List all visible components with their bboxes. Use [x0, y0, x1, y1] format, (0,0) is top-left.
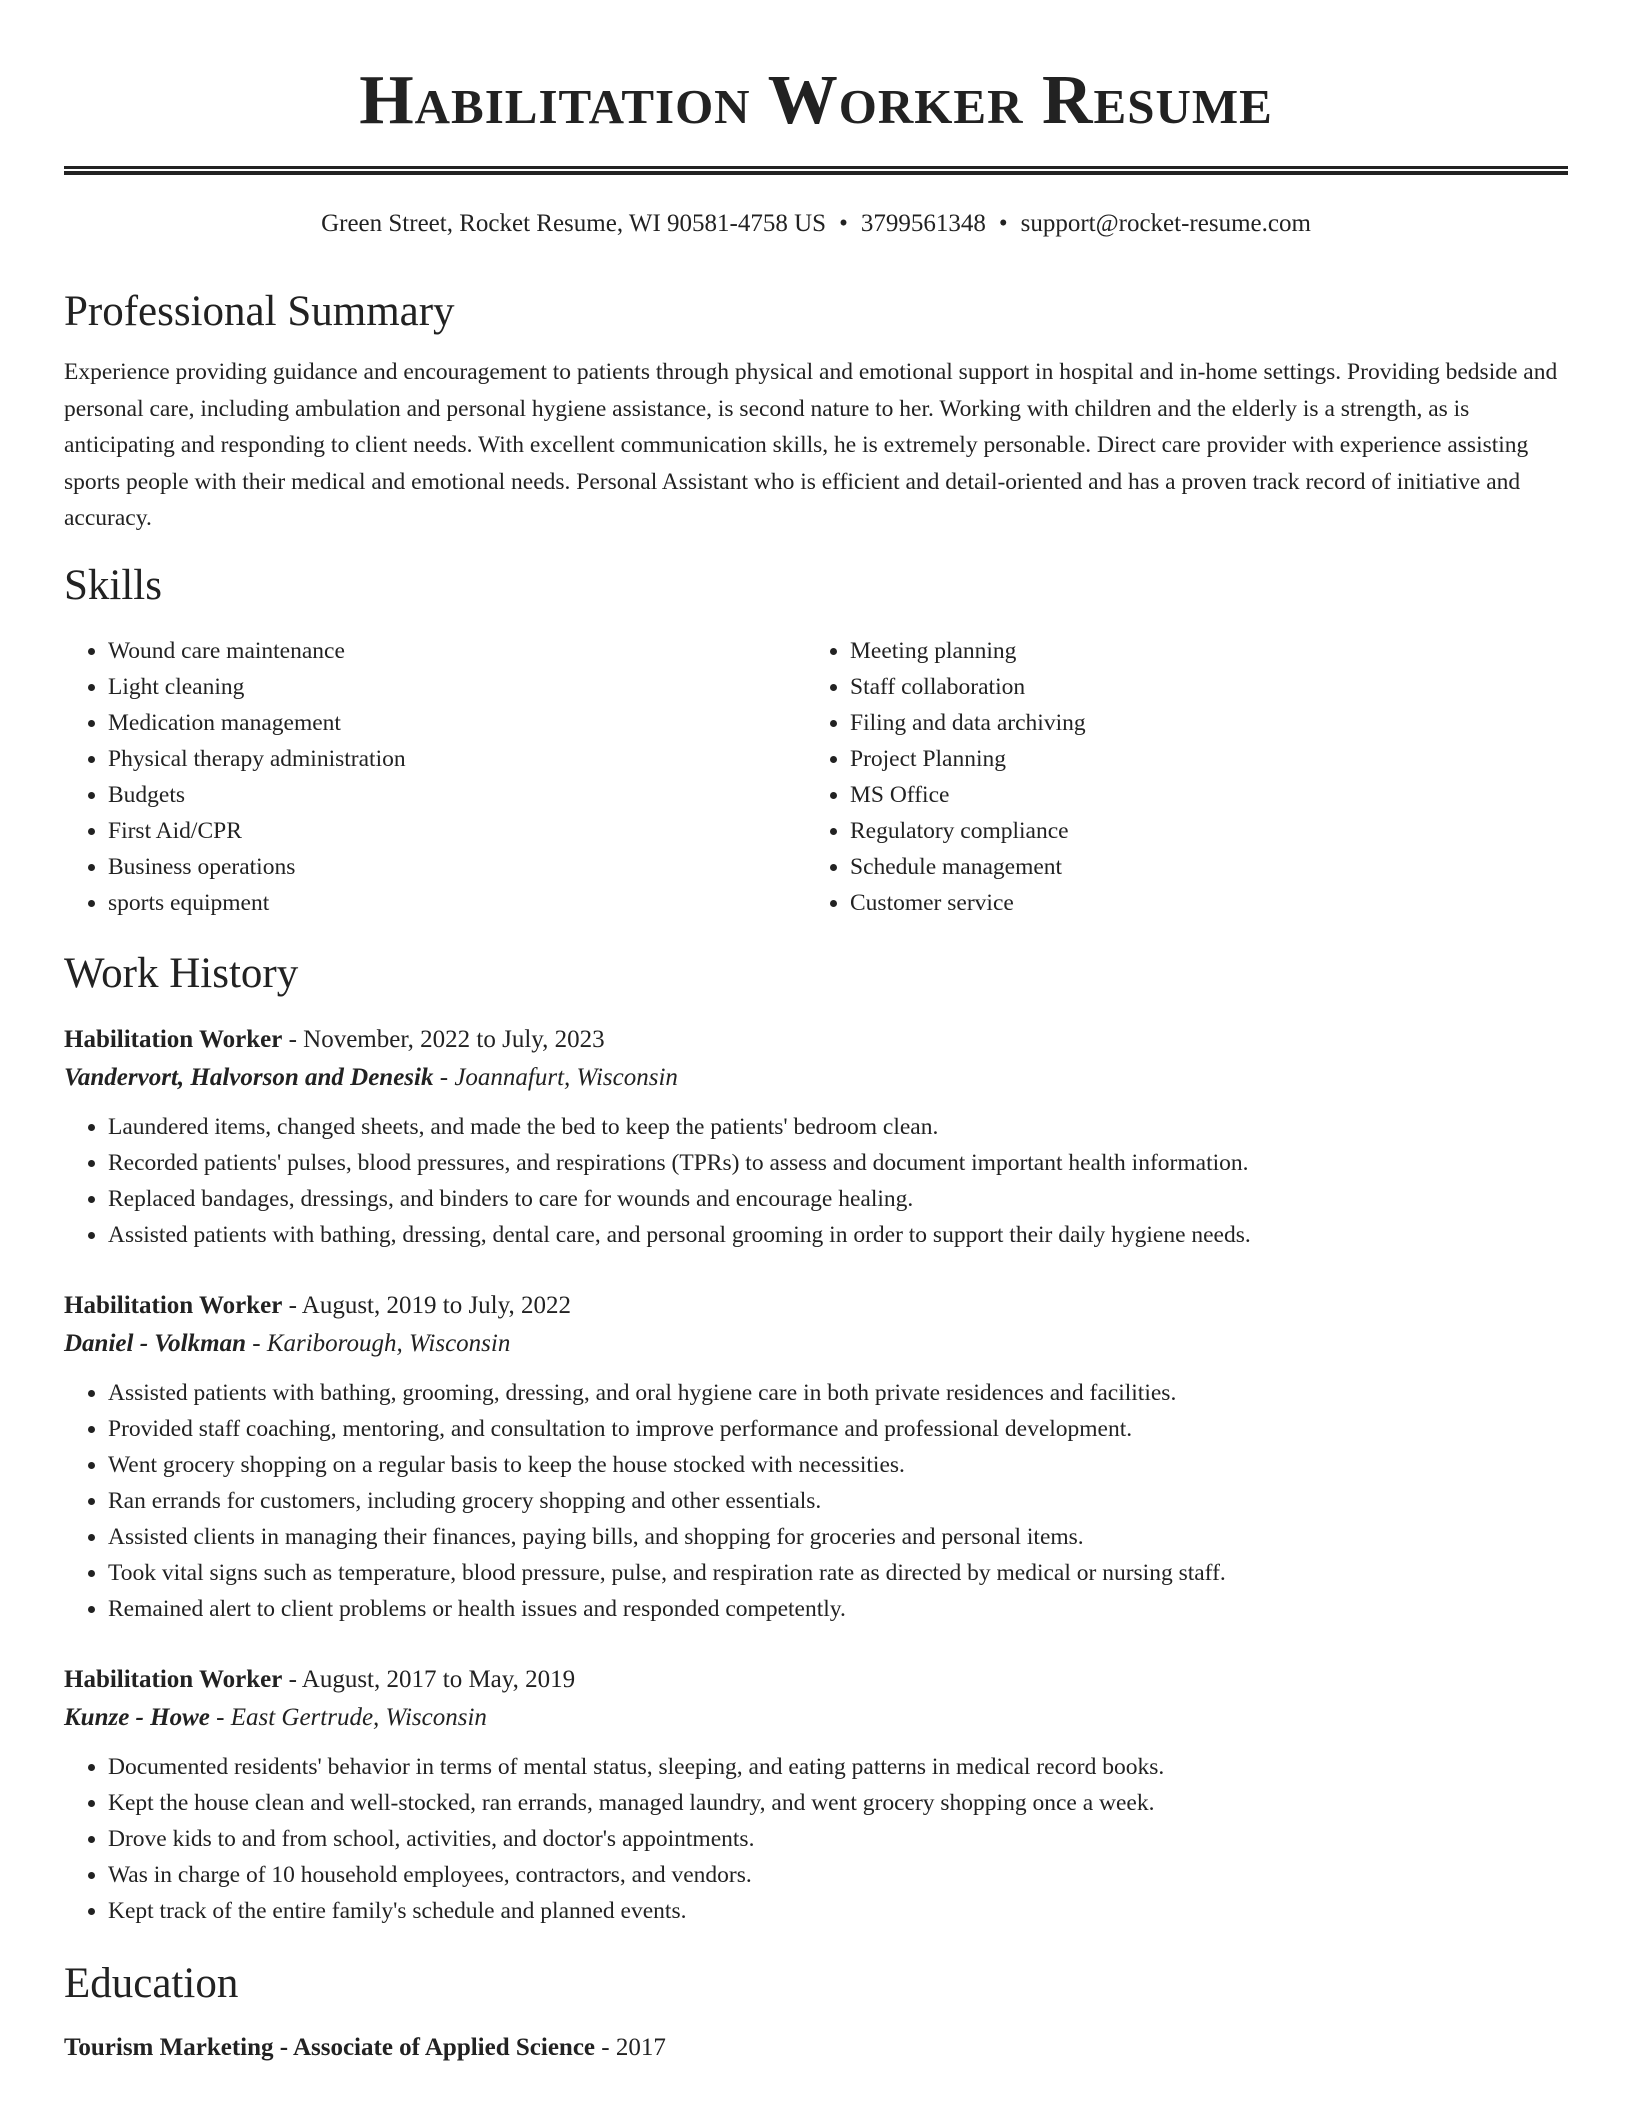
skill-item: • Staff collaboration	[850, 669, 1548, 705]
job-duty: • Went grocery shopping on a regular basis to keep the house stocked with necessities.	[108, 1447, 1568, 1483]
skill-item: • MS Office	[850, 777, 1548, 813]
skill-item: • sports equipment	[108, 885, 806, 921]
skills-list-left	[64, 633, 806, 921]
job-duty: • Drove kids to and from school, activities, and doctor's appointments.	[108, 1821, 1568, 1857]
skill-item: • Business operations	[108, 849, 806, 885]
job-title-line: Habilitation Worker - August, 2019 to July, 2022	[64, 1291, 571, 1319]
skills-list-right	[806, 633, 1548, 921]
job-entry	[64, 1287, 1568, 1627]
job-employer: Daniel - Volkman	[64, 1329, 246, 1357]
skill-item: • Regulatory compliance	[850, 813, 1548, 849]
job-duty: • Replaced bandages, dressings, and binders to care for wounds and encourage healing.	[108, 1181, 1568, 1217]
skills-heading: Skills	[64, 561, 162, 609]
job-dates: August, 2019 to July, 2022	[301, 1291, 571, 1319]
skill-item: • Schedule management	[850, 849, 1548, 885]
contact-phone: 3799561348	[860, 210, 986, 237]
contact-separator: •	[998, 210, 1008, 237]
summary-heading: Professional Summary	[64, 288, 455, 335]
skill-item: • Customer service	[850, 885, 1548, 921]
skills-columns	[64, 633, 1568, 921]
job-position: Habilitation Worker	[64, 1291, 283, 1319]
job-duty: • Laundered items, changed sheets, and made the bed to keep the patients' bedroom clean.	[108, 1109, 1568, 1145]
job-duty: • Remained alert to client problems or health issues and responded competently.	[108, 1591, 1568, 1627]
work-history-heading: Work History	[64, 949, 299, 997]
job-duty: • Provided staff coaching, mentoring, and consultation to improve performance and professional development.	[108, 1411, 1568, 1447]
job-entry	[64, 1021, 1568, 1253]
job-location: Kariborough, Wisconsin	[266, 1329, 511, 1357]
job-duty: • Assisted patients with bathing, dressing, dental care, and personal grooming in order to support their daily hygiene needs.	[108, 1217, 1568, 1253]
skill-item: • Project Planning	[850, 741, 1548, 777]
job-duties	[64, 1375, 1568, 1627]
job-duty: • Assisted clients in managing their finances, paying bills, and shopping for groceries and personal items.	[108, 1519, 1568, 1555]
education-entry: Tourism Marketing - Associate of Applied Science - 2017	[64, 2033, 666, 2061]
job-employer-line: Kunze - Howe - East Gertrude, Wisconsin	[64, 1703, 487, 1731]
job-entry	[64, 1661, 1568, 1929]
job-employer: Kunze - Howe	[64, 1703, 210, 1731]
skill-item: • Medication management	[108, 705, 806, 741]
job-duty: • Recorded patients' pulses, blood pressures, and respirations (TPRs) to assess and document important health information.	[108, 1145, 1568, 1181]
job-duty: • Ran errands for customers, including grocery shopping and other essentials.	[108, 1483, 1568, 1519]
skill-item: • Budgets	[108, 777, 806, 813]
contact-address: Green Street, Rocket Resume, WI 90581-4758 US	[321, 210, 827, 237]
skill-item: • Filing and data archiving	[850, 705, 1548, 741]
skill-item: • Wound care maintenance	[108, 633, 806, 669]
education-heading: Education	[64, 1959, 239, 2007]
job-duty: • Assisted patients with bathing, grooming, dressing, and oral hygiene care in both private residences and facilities.	[108, 1375, 1568, 1411]
skill-item: • Light cleaning	[108, 669, 806, 705]
job-duty: • Documented residents' behavior in terms of mental status, sleeping, and eating patterns in medical record books.	[108, 1749, 1568, 1785]
summary-text: Experience providing guidance and encouragement to patients through physical and emotional support in hospital and in-home settings. Providing bedside and personal care, including ambulation and personal hygiene assistance, is second nature to her. Working with children and the elderly is a strength, as is anticipating and responding to client needs. With excellent communication skills, he is extremely personable. Direct care provider with experience assisting sports people with their medical and emotional needs. Personal Assistant who is efficient and detail-oriented and has a proven track record of initiative and accuracy.	[64, 359, 1558, 532]
education-degree: Tourism Marketing - Associate of Applied Science	[64, 2033, 596, 2061]
job-duty: • Was in charge of 10 household employees, contractors, and vendors.	[108, 1857, 1568, 1893]
job-duty: • Kept the house clean and well-stocked, ran errands, managed laundry, and went grocery shopping once a week.	[108, 1785, 1568, 1821]
skill-item: • First Aid/CPR	[108, 813, 806, 849]
contact-separator: •	[839, 210, 848, 237]
title-divider	[64, 166, 1568, 175]
job-duties	[64, 1109, 1568, 1253]
job-duty: • Kept track of the entire family's schedule and planned events.	[108, 1893, 1568, 1929]
job-employer-line: Daniel - Volkman - Kariborough, Wisconsin	[64, 1329, 511, 1357]
job-position: Habilitation Worker	[64, 1025, 283, 1053]
job-position: Habilitation Worker	[64, 1665, 283, 1693]
contact-email: support@rocket-resume.com	[1020, 210, 1311, 237]
contact-line	[64, 209, 1568, 239]
job-location: Joannafurt, Wisconsin	[454, 1063, 678, 1091]
skill-item: • Physical therapy administration	[108, 741, 806, 777]
job-location: East Gertrude, Wisconsin	[230, 1703, 487, 1731]
job-dates: November, 2022 to July, 2023	[303, 1025, 605, 1053]
job-duties	[64, 1749, 1568, 1929]
job-dates: August, 2017 to May, 2019	[301, 1665, 576, 1693]
resume-title: Habilitation Worker Resume	[359, 62, 1273, 139]
job-employer-line: Vandervort, Halvorson and Denesik - Joannafurt, Wisconsin	[64, 1063, 678, 1091]
job-employer: Vandervort, Halvorson and Denesik	[64, 1063, 434, 1091]
education-year: 2017	[615, 2033, 666, 2061]
skill-item: • Meeting planning	[850, 633, 1548, 669]
job-duty: • Took vital signs such as temperature, blood pressure, pulse, and respiration rate as directed by medical or nursing staff.	[108, 1555, 1568, 1591]
job-title-line: Habilitation Worker - November, 2022 to July, 2023	[64, 1025, 605, 1053]
job-title-line: Habilitation Worker - August, 2017 to May, 2019	[64, 1665, 576, 1693]
